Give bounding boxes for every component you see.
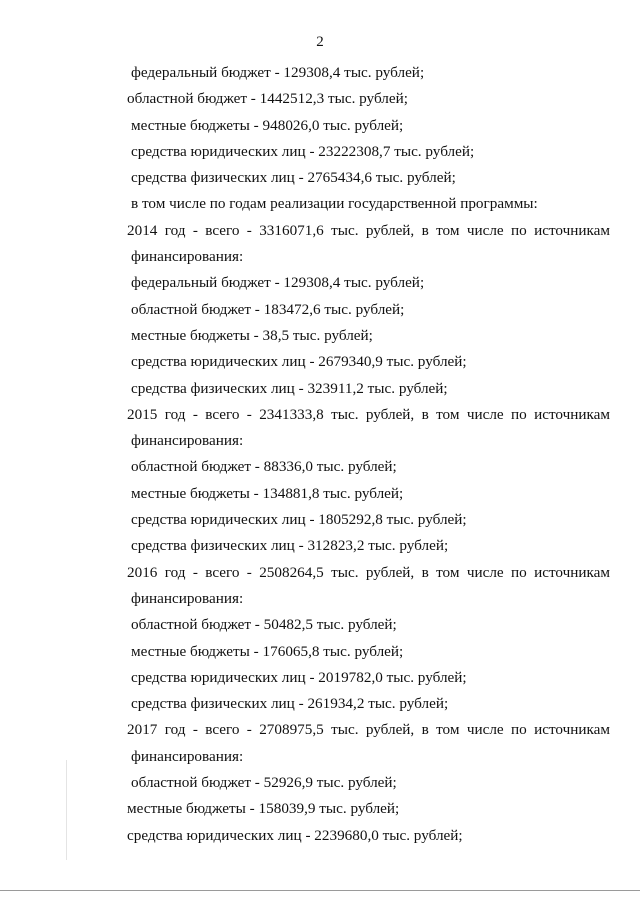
text-line: средства физических лиц - 312823,2 тыс. рублей; <box>131 537 449 555</box>
text-line: местные бюджеты - 158039,9 тыс. рублей; <box>127 800 400 818</box>
text-line: средства юридических лиц - 2239680,0 тыс. рублей; <box>127 826 463 844</box>
text-line: финансирования: <box>131 248 244 266</box>
bottom-rule <box>0 890 640 891</box>
scan-artifact <box>66 760 67 860</box>
text-line: в том числе по годам реализации государственной программы: <box>131 195 538 213</box>
text-line: 2017 год - всего - 2708975,5 тыс. рублей, в том числе по источникам <box>127 721 610 739</box>
text-line: средства юридических лиц - 2679340,9 тыс. рублей; <box>131 353 467 371</box>
text-line: средства юридических лиц - 1805292,8 тыс. рублей; <box>131 511 467 529</box>
text-line: средства физических лиц - 261934,2 тыс. рублей; <box>131 695 449 713</box>
text-line: средства юридических лиц - 2019782,0 тыс. рублей; <box>131 668 467 686</box>
text-line: федеральный бюджет - 129308,4 тыс. рублей; <box>131 274 425 292</box>
text-line: местные бюджеты - 134881,8 тыс. рублей; <box>131 484 404 502</box>
text-line: средства физических лиц - 2765434,6 тыс. рублей; <box>131 169 456 187</box>
page-number: 2 <box>316 34 324 50</box>
text-line: 2016 год - всего - 2508264,5 тыс. рублей, в том числе по источникам <box>127 563 610 581</box>
text-line: финансирования: <box>131 747 244 765</box>
text-line: областной бюджет - 88336,0 тыс. рублей; <box>131 458 397 476</box>
text-line: средства юридических лиц - 23222308,7 тыс. рублей; <box>131 142 475 160</box>
text-line: областной бюджет - 1442512,3 тыс. рублей; <box>127 90 408 108</box>
text-line: федеральный бюджет - 129308,4 тыс. рублей; <box>131 64 425 81</box>
text-line: финансирования: <box>131 589 244 607</box>
text-line: областной бюджет - 183472,6 тыс. рублей; <box>131 300 405 318</box>
text-line: средства физических лиц - 323911,2 тыс. рублей; <box>131 379 448 397</box>
text-line: областной бюджет - 52926,9 тыс. рублей; <box>131 774 397 792</box>
text-line: местные бюджеты - 38,5 тыс. рублей; <box>131 326 373 344</box>
body-text <box>127 60 610 849</box>
text-line: финансирования: <box>131 432 244 450</box>
text-line: 2015 год - всего - 2341333,8 тыс. рублей, в том числе по источникам <box>127 405 610 423</box>
text-line: местные бюджеты - 948026,0 тыс. рублей; <box>131 116 404 134</box>
text-line: 2014 год - всего - 3316071,6 тыс. рублей, в том числе по источникам <box>127 221 610 239</box>
text-line: местные бюджеты - 176065,8 тыс. рублей; <box>131 642 404 660</box>
text-line: областной бюджет - 50482,5 тыс. рублей; <box>131 616 397 634</box>
